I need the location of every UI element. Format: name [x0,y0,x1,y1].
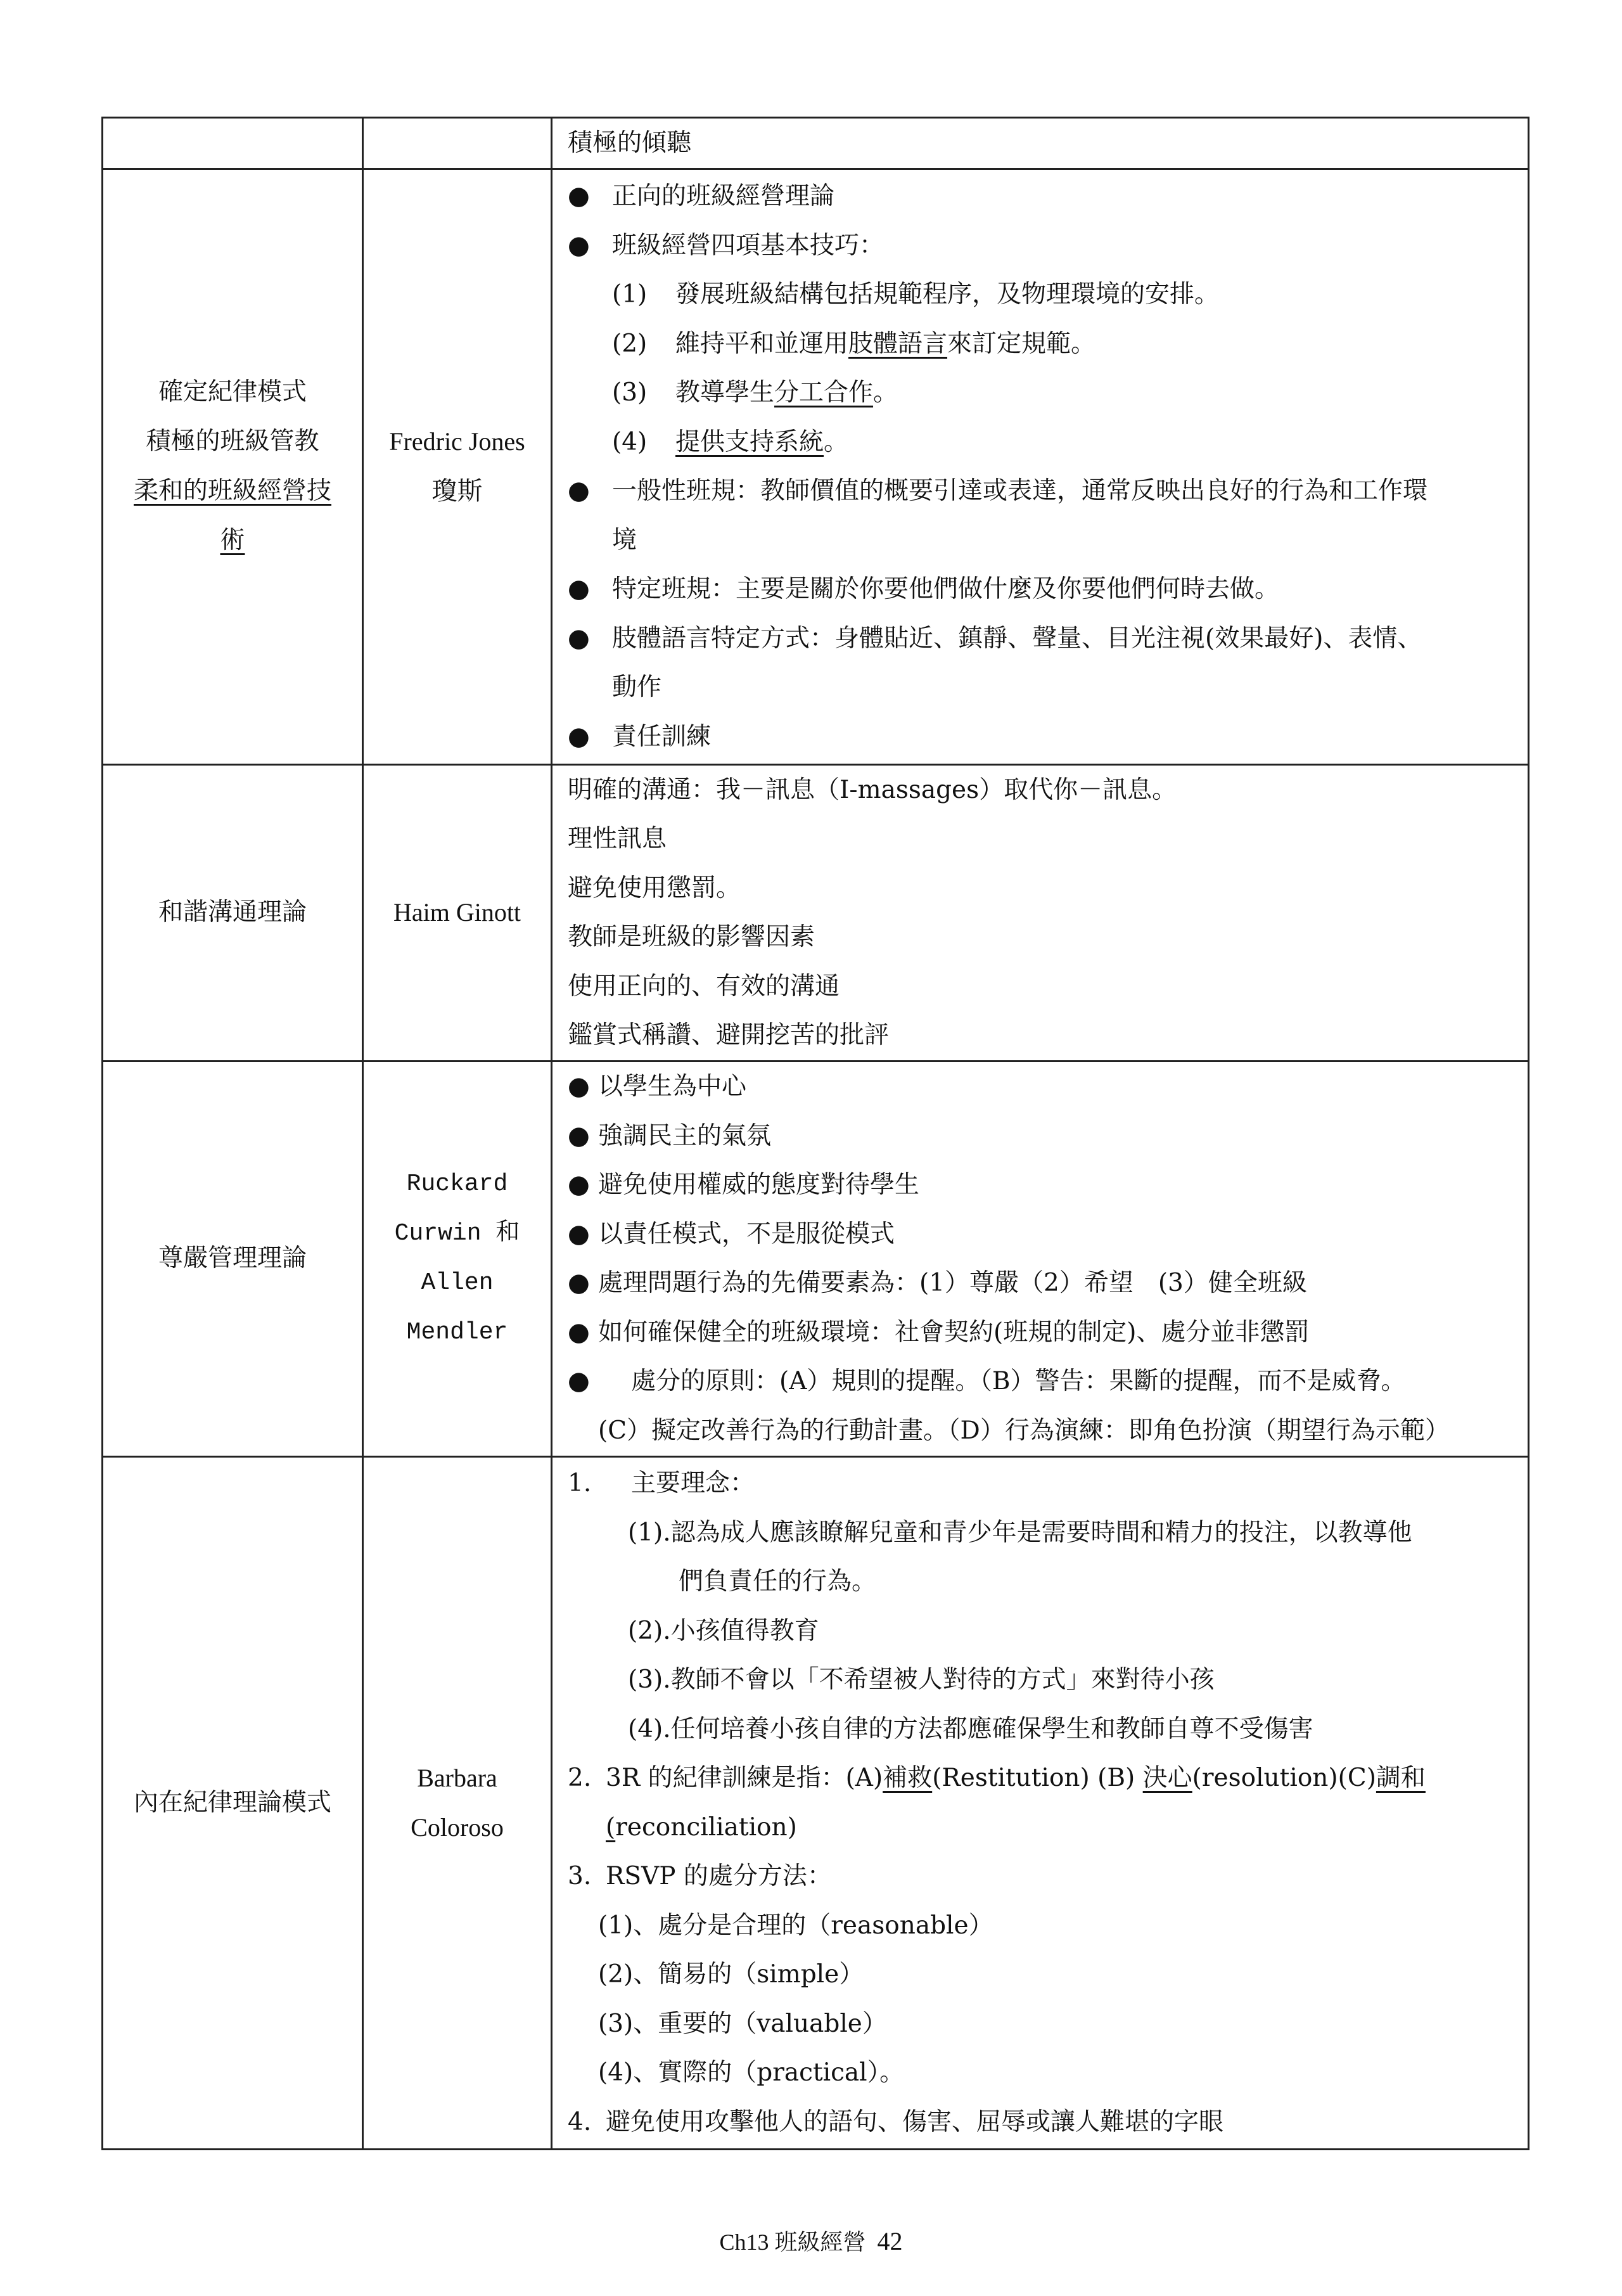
table-row [103,764,1529,1061]
theorist-name-line: Barbara [417,1763,497,1792]
rsvp-item: (1)、處分是合理的（reasonable） [598,1911,993,1940]
bullet-icon: ● [568,1366,590,1395]
content-line: 理性訊息 [568,824,667,853]
numbered-item: 2. 3R 的紀律訓練是指：(A)補救(Restitution) (B) 決心(resolution)(C)調和 [568,1764,1426,1792]
sub-item: (1) 發展班級結構包括規範程序，及物理環境的安排。 [612,280,1220,309]
rsvp-item: (3)、重要的（valuable） [598,2009,887,2038]
theorist-name-line: Coloroso [411,1812,504,1842]
page-footer [0,2224,1622,2257]
theory-table [101,117,1529,2150]
content-cell [552,169,1529,764]
model-name-line: 柔和的班級經營技 [133,477,331,505]
numbered-item: 3. RSVP 的處分方法： [568,1862,832,1890]
sub-item: (2) 維持平和並運用肢體語言來訂定規範。 [612,329,1096,358]
numbered-item: 1. 主要理念： [568,1469,755,1498]
numbered-item-continuation: (reconciliation) [606,1812,797,1842]
bullet-icon: ● [568,1170,590,1199]
model-name-line: 確定紀律模式 [158,378,307,406]
bullet-icon: ● [568,574,590,603]
bullet-continuation: (C）擬定改善行為的行動計畫。（D）行為演練：即角色扮演（期望行為示範） [598,1416,1450,1445]
rsvp-item: (2)、簡易的（simple） [598,1960,864,1989]
bullet-icon: ● [568,1219,590,1248]
bullet-item: ● 處分的原則：(A）規則的提醒。（B）警告：果斷的提醒，而不是威脅。 [568,1357,1523,1406]
model-cell: 尊嚴管理理論 [103,1061,363,1456]
theorist-name-line: 瓊斯 [431,477,483,505]
content-cell [552,118,1529,169]
bullet-item: ● 特定班規：主要是關於你要他們做什麼及你要他們何時去做。 [568,565,1523,614]
content-cell [552,1456,1529,2149]
table-row [103,169,1529,764]
bullet-icon: ● [568,230,590,260]
bullet-item: ● 如何確保健全的班級環境：社會契約(班規的制定)、處分並非懲罰 [568,1308,1523,1357]
theorist-cell [363,1061,552,1456]
bullet-icon: ● [568,623,590,653]
chapter-title: Ch13 班級經營 [719,2229,866,2255]
content-line: 教師是班級的影響因素 [568,923,815,951]
table-row [103,1456,1529,2149]
sub-item: (3).教師不會以「不希望被人對待的方式」來對待小孩 [628,1665,1215,1694]
bullet-item: ● 班級經營四項基本技巧： [568,221,1523,271]
sub-item: (2).小孩值得教育 [628,1616,819,1645]
sub-item-continuation: 們負責任的行為。 [679,1567,877,1596]
theorist-name-line: Mendler [406,1319,508,1346]
bullet-item: ● 以責任模式，不是服從模式 [568,1210,1523,1259]
model-name-line: 積極的班級管教 [146,427,319,456]
theorist-name-line: Allen [421,1269,494,1297]
theorist-name-line: Curwin 和 [394,1220,520,1247]
bullet-item: ● 避免使用權威的態度對待學生 [568,1160,1523,1210]
bullet-item: ● 以學生為中心 [568,1062,1523,1112]
bullet-icon: ● [568,1268,590,1297]
bullet-icon: ● [568,1072,590,1101]
content-cell [552,1061,1529,1456]
theorist-cell [363,118,552,169]
model-cell: 內在紀律理論模式 [103,1456,363,2149]
table-row [103,1061,1529,1456]
content-line: 鑑賞式稱讚、避開挖苦的批評 [568,1021,890,1049]
theorist-cell [363,1456,552,2149]
bullet-item: ● 責任訓練 [568,712,1523,762]
table-row [103,118,1529,169]
bullet-item: ● 處理問題行為的先備要素為：(1）尊嚴（2）希望 (3）健全班級 [568,1259,1523,1308]
bullet-item: ● 強調民主的氣氛 [568,1112,1523,1161]
model-cell [103,118,363,169]
sub-item: (4).任何培養小孩自律的方法都應確保學生和教師自尊不受傷害 [628,1714,1313,1743]
bullet-item: ● 一般性班規：教師價值的概要引達或表達，通常反映出良好的行為和工作環 [568,466,1523,516]
sub-item: (4) 提供支持系統。 [612,427,849,456]
theorist-name-line: Fredric Jones [389,427,525,456]
theorist-name-line: Ruckard [406,1170,508,1198]
bullet-icon: ● [568,1317,590,1347]
theorist-cell [363,169,552,764]
page-number: 42 [877,2227,903,2255]
bullet-icon: ● [568,1120,590,1150]
numbered-item: 4. 避免使用攻擊他人的語句、傷害、屈辱或讓人難堪的字眼 [568,2107,1224,2136]
theorist-cell: Haim Ginott [363,764,552,1061]
content-line: 明確的溝通：我－訊息（I-massages）取代你－訊息。 [568,775,1177,804]
model-cell: 和諧溝通理論 [103,764,363,1061]
bullet-icon: ● [568,181,590,210]
bullet-icon: ● [568,476,590,505]
bullet-item: ● 正向的班級經營理論 [568,172,1523,221]
bullet-continuation: 動作 [612,673,662,702]
model-cell [103,169,363,764]
bullet-icon: ● [568,721,590,751]
sub-item: (3) 教導學生分工合作。 [612,378,898,407]
bullet-continuation: 境 [612,525,637,555]
sub-item: (1).認為成人應該瞭解兒童和青少年是需要時間和精力的投注，以教導他 [628,1518,1412,1547]
bullet-item: ● 肢體語言特定方式：身體貼近、鎮靜、聲量、目光注視(效果最好)、表情、 [568,614,1523,664]
model-name-line: 術 [220,526,245,555]
rsvp-item: (4)、實際的（practical）。 [598,2058,905,2087]
content-line: 積極的傾聽 [568,129,692,157]
content-cell [552,764,1529,1061]
content-line: 使用正向的、有效的溝通 [568,972,840,1001]
content-line: 避免使用懲罰。 [568,873,741,902]
